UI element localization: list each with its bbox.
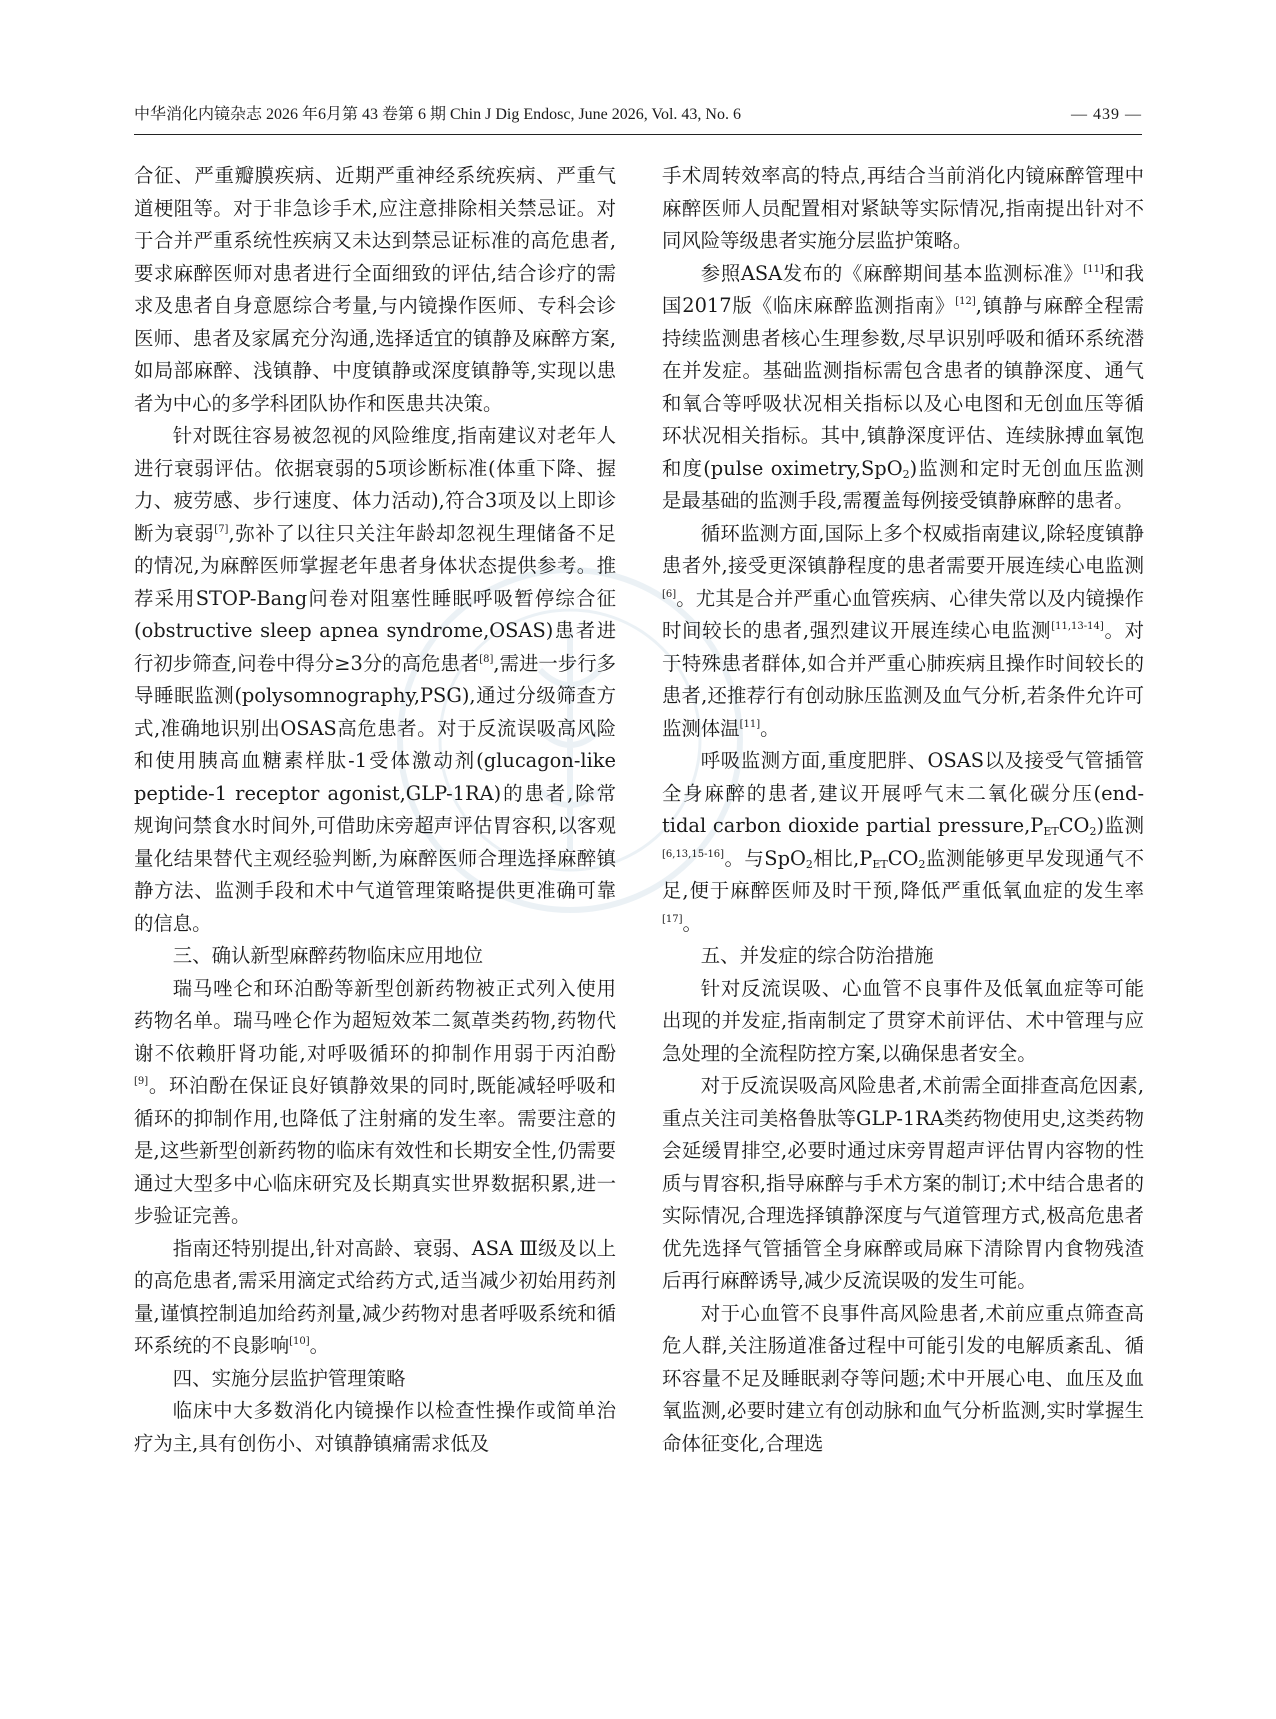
paragraph: 参照ASA发布的《麻醉期间基本监测标准》[11]和我国2017版《临床麻醉监测指南》[12],镇静与麻醉全程需持续监测患者核心生理参数,尽早识别呼吸和循环系统潜在并发症。基础监测指标需包含患者的镇静深度、通气和氧合等呼吸状况相关指标以及心电图和无创血压等循环状况相关指标。其中,镇静深度评估、连续脉搏血氧饱和度(pulse oximetry,SpO$_2$)监测和定时无创血压监测是最基础的监测手段,需覆盖每例接受镇静麻醉的患者。 <box>662 261 1144 512</box>
citation: [10] <box>289 1336 310 1347</box>
section-heading: 四、实施分层监护管理策略 <box>172 1366 406 1390</box>
citation: [6,13,15-16] <box>662 848 725 860</box>
paragraph: 手术周转效率高的特点,再结合当前消化内镜麻醉管理中麻醉医师人员配置相对紧缺等实际情况,指南提出针对不同风险等级患者实施分层监护策略。 <box>662 164 1144 252</box>
running-header <box>134 104 1142 135</box>
paragraph: 循环监测方面,国际上多个权威指南建议,除轻度镇静患者外,接受更深镇静程度的患者需要开展连续心电监测[6]。尤其是合并严重心血管疾病、心律失常以及内镜操作时间较长的患者,强烈建议开展连续心电监测[11,13-14]。对于特殊患者群体,如合并严重心肺疾病且操作时间较长的患者,还推荐行有创动脉压监测及血气分析,若条件允许可监测体温[11]。 <box>662 521 1144 740</box>
paragraph: 对于心血管不良事件高风险患者,术前应重点筛查高危人群,关注肠道准备过程中可能引发的电解质紊乱、循环容量不足及睡眠剥夺等问题;术中开展心电、血压及血氧监测,必要时建立有创动脉和血气分析监测,实时掌握生命体征变化,合理选 <box>662 1301 1144 1455</box>
citation: [11] <box>739 718 761 730</box>
citation: [6] <box>662 588 677 600</box>
citation: [11] <box>1083 263 1104 275</box>
right-column <box>662 160 1144 1460</box>
section-heading: 三、确认新型麻醉药物临床应用地位 <box>172 944 484 967</box>
citation: [9] <box>134 1076 149 1087</box>
left-column <box>134 160 616 1460</box>
paragraph: 瑞马唑仑和环泊酚等新型创新药物被正式列入使用药物名单。瑞马唑仑作为超短效苯二氮䓬类药物,药物代谢不依赖肝肾功能,对呼吸循环的抑制作用弱于丙泊酚[9]。环泊酚在保证良好镇静效果的同时,既能减轻呼吸和循环的抑制作用,也降低了注射痛的发生率。需要注意的是,这些新型创新药物的临床有效性和长期安全性,仍需要通过大型多中心临床研究及长期真实世界数据积累,进一步验证完善。 <box>134 976 616 1227</box>
paragraph: 合征、严重瓣膜疾病、近期严重神经系统疾病、严重气道梗阻等。对于非急诊手术,应注意排除相关禁忌证。对于合并严重系统性疾病又未达到禁忌证标准的高危患者,要求麻醉医师对患者进行全面细致的评估,结合诊疗的需求及患者自身意愿综合考量,与内镜操作医师、专科会诊医师、患者及家属充分沟通,选择适宜的镇静及麻醉方案,如局部麻醉、浅镇静、中度镇静或深度镇静等,实现以患者为中心的多学科团队协作和医患共决策。 <box>134 164 616 415</box>
journal-citation: 中华消化内镜杂志 2026 年6月第 43 卷第 6 期 Chin J Dig Endosc, June 2026, Vol. 43, No. 6 <box>134 106 741 123</box>
paragraph: 针对反流误吸、心血管不良事件及低氧血症等可能出现的并发症,指南制定了贯穿术前评估、术中管理与应急处理的全流程防控方案,以确保患者安全。 <box>662 976 1144 1065</box>
citation: [12] <box>955 296 976 307</box>
page-number: — 439 — <box>1071 106 1142 123</box>
citation: [17] <box>662 913 683 925</box>
section-heading: 五、并发症的综合防治措施 <box>700 944 934 967</box>
citation: [11,13-14] <box>1051 621 1104 632</box>
paragraph: 针对既往容易被忽视的风险维度,指南建议对老年人进行衰弱评估。依据衰弱的5项诊断标准(体重下降、握力、疲劳感、步行速度、体力活动),符合3项及以上即诊断为衰弱[7],弥补了以往只关注年龄却忽视生理储备不足的情况,为麻醉医师掌握老年患者身体状态提供参考。推荐采用STOP-Bang问卷对阻塞性睡眠呼吸暂停综合征(obstructive sleep apnea syndrome,OSAS)患者进行初步筛查,问卷中得分≥3分的高危患者[8],需进一步行多导睡眠监测(polysomnography,PSG),通过分级筛查方式,准确地识别出OSAS高危患者。对于反流误吸高风险和使用胰高血糖素样肽-1受体激动剂(glucagon-like peptide-1 receptor agonist,GLP-1RA)的患者,除常规询问禁食水时间外,可借助床旁超声评估胃容积,以客观量化结果替代主观经验判断,为麻醉医师合理选择麻醉镇静方法、监测手段和术中气道管理策略提供更准确可靠的信息。 <box>134 424 616 935</box>
citation: [7] <box>214 523 229 535</box>
paragraph: 临床中大多数消化内镜操作以检查性操作或简单治疗为主,具有创伤小、对镇静镇痛需求低及 <box>134 1399 616 1455</box>
citation: [8] <box>479 653 494 665</box>
paragraph: 指南还特别提出,针对高龄、衰弱、ASA Ⅲ级及以上的高危患者,需采用滴定式给药方式,适当减少初始用药剂量,谨慎控制追加给药剂量,减少药物对患者呼吸系统和循环系统的不良影响[10]。 <box>134 1236 616 1357</box>
paragraph: 呼吸监测方面,重度肥胖、OSAS以及接受气管插管全身麻醉的患者,建议开展呼气末二氧化碳分压(end-tidal carbon dioxide partial $pressure,P_{ET}CO_2$)监测[6,13,15-16]。与SpO$_2$相比$,P_{ET}CO_2$监测能够更早发现通气不足,便于麻醉医师及时干预,降低严重低氧血症的发生率[17]。 <box>662 749 1145 935</box>
paragraph: 对于反流误吸高风险患者,术前需全面排查高危因素,重点关注司美格鲁肽等GLP-1RA类药物使用史,这类药物会延缓胃排空,必要时通过床旁胃超声评估胃内容物的性质与胃容积,指导麻醉与手术方案的制订;术中结合患者的实际情况,合理选择镇静深度与气道管理方式,极高危患者优先选择气管插管全身麻醉或局麻下清除胃内食物残渣后再行麻醉诱导,减少反流误吸的发生可能。 <box>662 1074 1144 1292</box>
